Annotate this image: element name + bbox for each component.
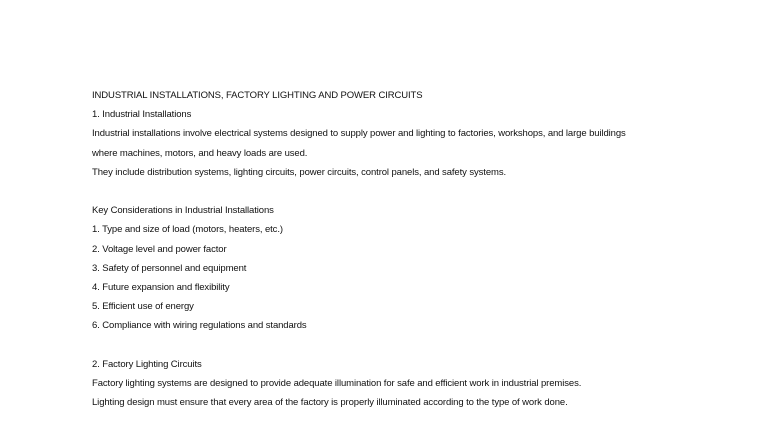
blank-line [92, 182, 772, 201]
document-title: INDUSTRIAL INSTALLATIONS, FACTORY LIGHTING AND POWER CIRCUITS [92, 90, 423, 101]
list-item: 5. Efficient use of energy [92, 301, 194, 313]
document-body [92, 86, 772, 412]
paragraph-line: Industrial installations involve electrical systems designed to supply power and lighting to factories, workshops, and large buildings [92, 128, 626, 140]
list-item: 2. Voltage level and power factor [92, 243, 227, 255]
list-item: 6. Compliance with wiring regulations and standards [92, 320, 307, 332]
list-item: 4. Future expansion and flexibility [92, 281, 230, 293]
section-heading-industrial-installations: 1. Industrial Installations [92, 109, 192, 121]
section-heading-factory-lighting: 2. Factory Lighting Circuits [92, 358, 202, 370]
paragraph-line: where machines, motors, and heavy loads are used. [92, 147, 308, 159]
list-item: 1. Type and size of load (motors, heaters, etc.) [92, 224, 283, 236]
list-item: 3. Safety of personnel and equipment [92, 262, 247, 274]
section-heading-key-considerations: Key Considerations in Industrial Installations [92, 205, 274, 217]
blank-line [92, 335, 772, 354]
paragraph-line: Lighting design must ensure that every area of the factory is properly illuminated according to the type of work done. [92, 397, 568, 408]
paragraph-line: They include distribution systems, lighting circuits, power circuits, control panels, and safety systems. [92, 166, 507, 178]
paragraph-line: Factory lighting systems are designed to provide adequate illumination for safe and efficient work in industrial premises. [92, 377, 582, 389]
